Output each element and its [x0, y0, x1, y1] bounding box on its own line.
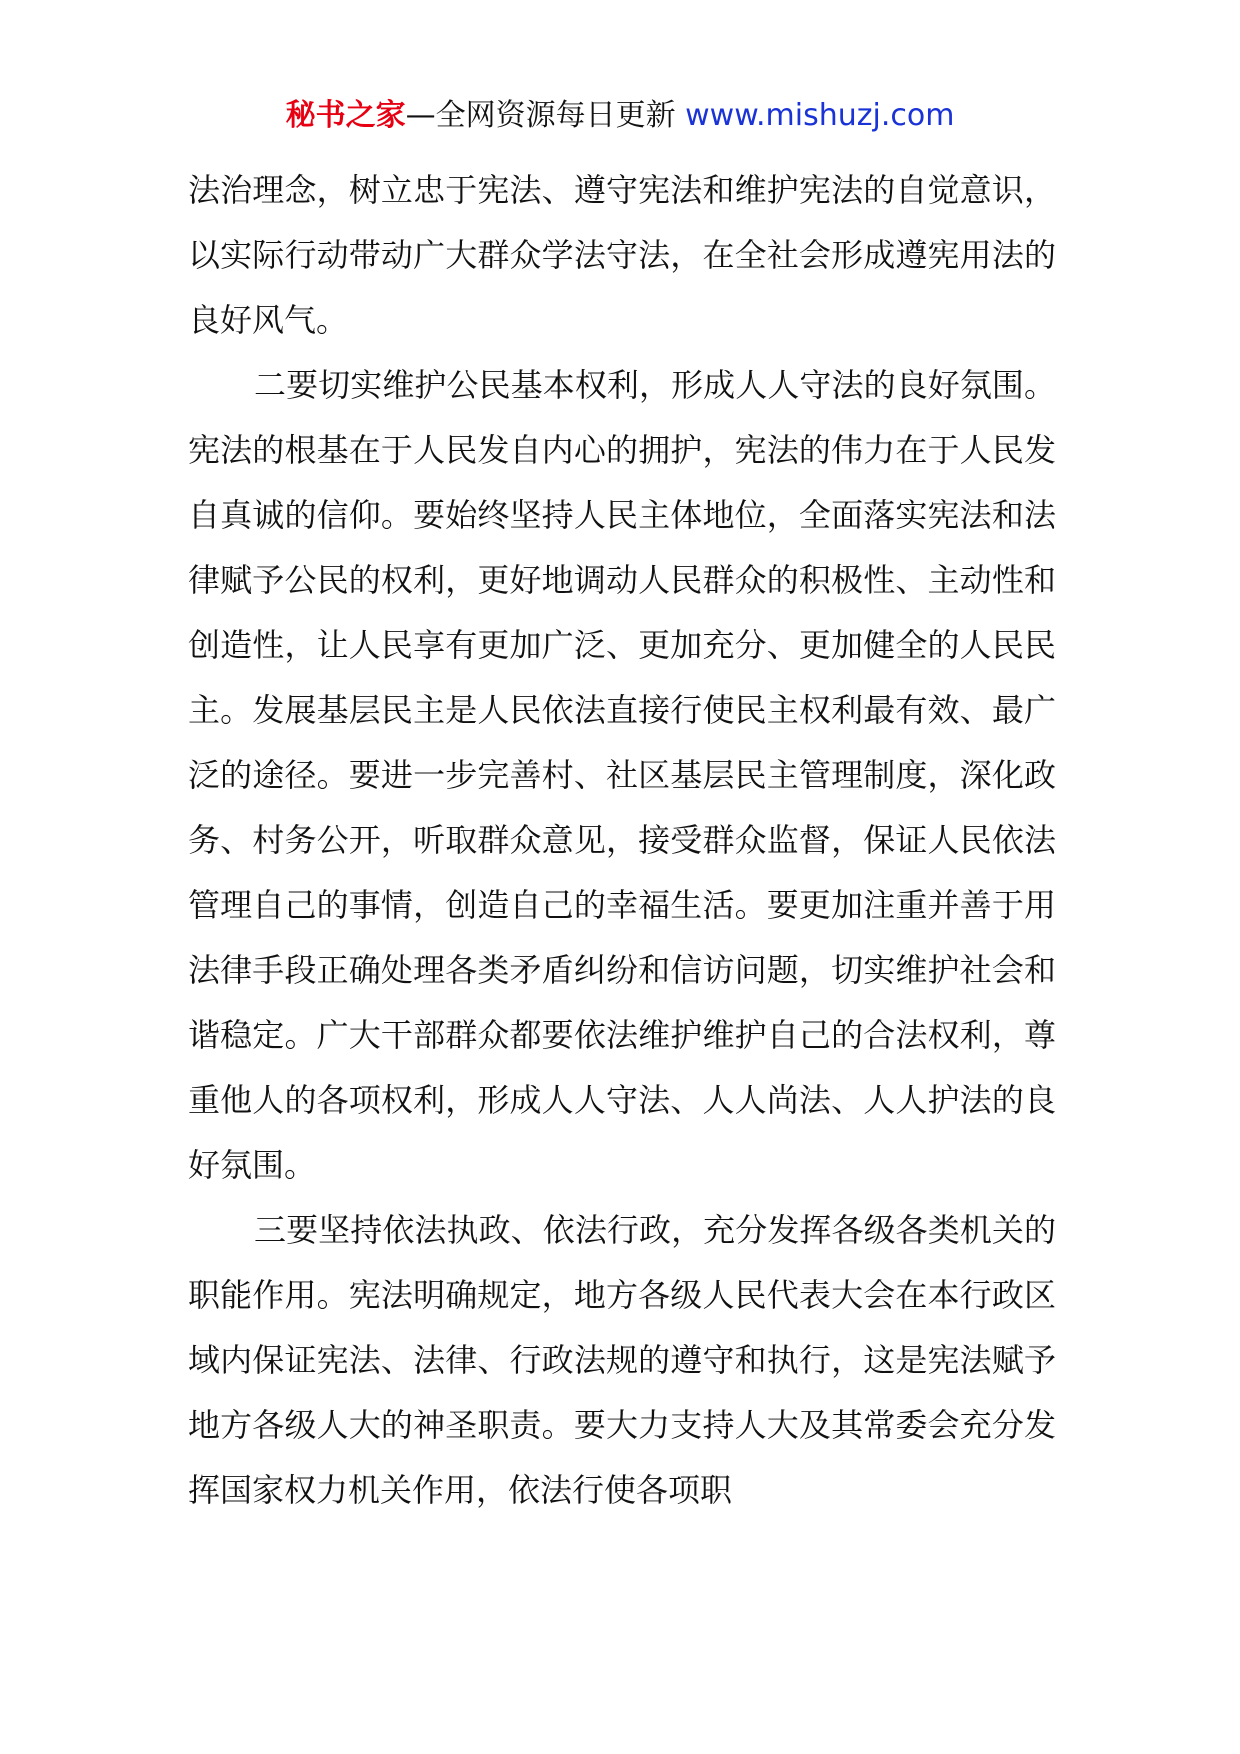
paragraph-point-three: 三要坚持依法执政、依法行政，充分发挥各级各类机关的职能作用。宪法明确规定，地方各级人民代表大会在本行政区域内保证宪法、法律、行政法规的遵守和执行，这是宪法赋予地方各级人大的神圣职责。要大力支持人大及其常委会充分发挥国家权力机关作用，依法行使各项职 — [188, 1211, 1056, 1509]
document-body — [188, 158, 1056, 1523]
paragraph-continued: 法治理念，树立忠于宪法、遵守宪法和维护宪法的自觉意识，以实际行动带动广大群众学法守法，在全社会形成遵宪用法的良好风气。 — [188, 171, 1056, 339]
site-brand: 秘书之家 — [285, 98, 406, 133]
page-header — [0, 96, 1240, 136]
paragraph-point-two: 二要切实维护公民基本权利，形成人人守法的良好氛围。宪法的根基在于人民发自内心的拥护，宪法的伟力在于人民发自真诚的信仰。要始终坚持人民主体地位，全面落实宪法和法律赋予公民的权利，更好地调动人民群众的积极性、主动性和创造性，让人民享有更加广泛、更加充分、更加健全的人民民主。发展基层民主是人民依法直接行使民主权利最有效、最广泛的途径。要进一步完善村、社区基层民主管理制度，深化政务、村务公开，听取群众意见，接受群众监督，保证人民依法管理自己的事情，创造自己的幸福生活。要更加注重并善于用法律手段正确处理各类矛盾纠纷和信访问题，切实维护社会和谐稳定。广大干部群众都要依法维护维护自己的合法权利，尊重他人的各项权利，形成人人守法、人人尚法、人人护法的良好氛围。 — [188, 366, 1056, 1184]
site-tagline: —全网资源每日更新 — [405, 98, 676, 133]
site-url-link[interactable]: www.mishuzj.com — [685, 98, 955, 133]
